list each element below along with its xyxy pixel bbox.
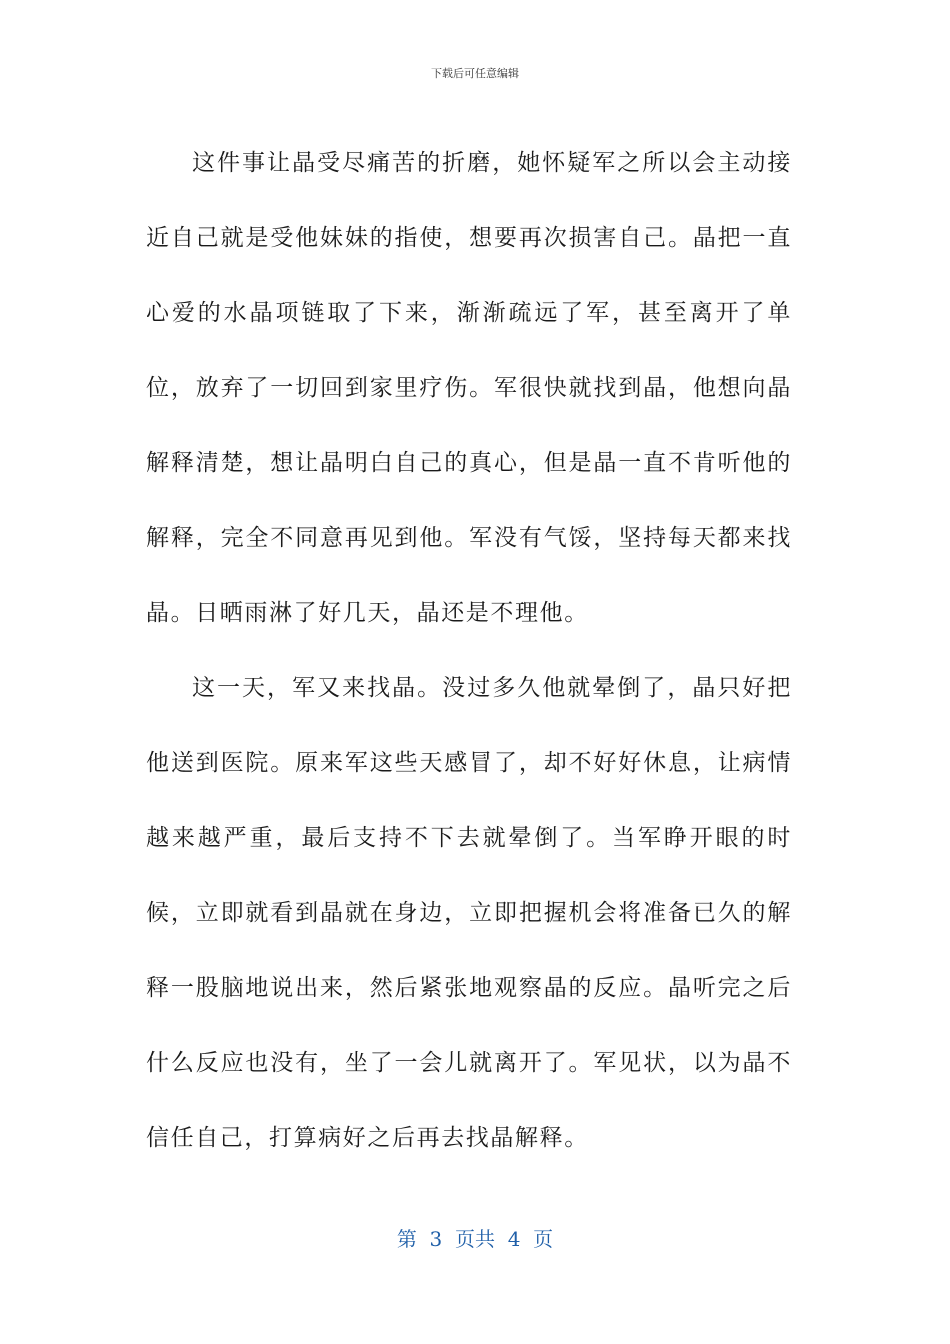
document-body	[146, 126, 792, 1176]
page-number-footer: 第 3 页共 4 页	[396, 1227, 554, 1251]
paragraph: 这一天，军又来找晶。没过多久他就晕倒了，晶只好把他送到医院。原来军这些天感冒了，却不好好休息，让病情越来越严重，最后支持不下去就晕倒了。当军睁开眼的时候，立即就看到晶就在身边，立即把握机会将准备已久的解释一股脑地说出来，然后紧张地观察晶的反应。晶听完之后什么反应也没有，坐了一会儿就离开了。军见状，以为晶不信任自己，打算病好之后再去找晶解释。	[146, 675, 792, 1151]
paragraph: 这件事让晶受尽痛苦的折磨，她怀疑军之所以会主动接近自己就是受他妹妹的指使，想要再次损害自己。晶把一直心爱的水晶项链取了下来，渐渐疏远了军，甚至离开了单位，放弃了一切回到家里疗伤。军很快就找到晶，他想向晶解释清楚，想让晶明白自己的真心，但是晶一直不肯听他的解释，完全不同意再见到他。军没有气馁，坚持每天都来找晶。日晒雨淋了好几天，晶还是不理他。	[146, 150, 792, 626]
page-header: 下载后可任意编辑	[431, 67, 519, 80]
